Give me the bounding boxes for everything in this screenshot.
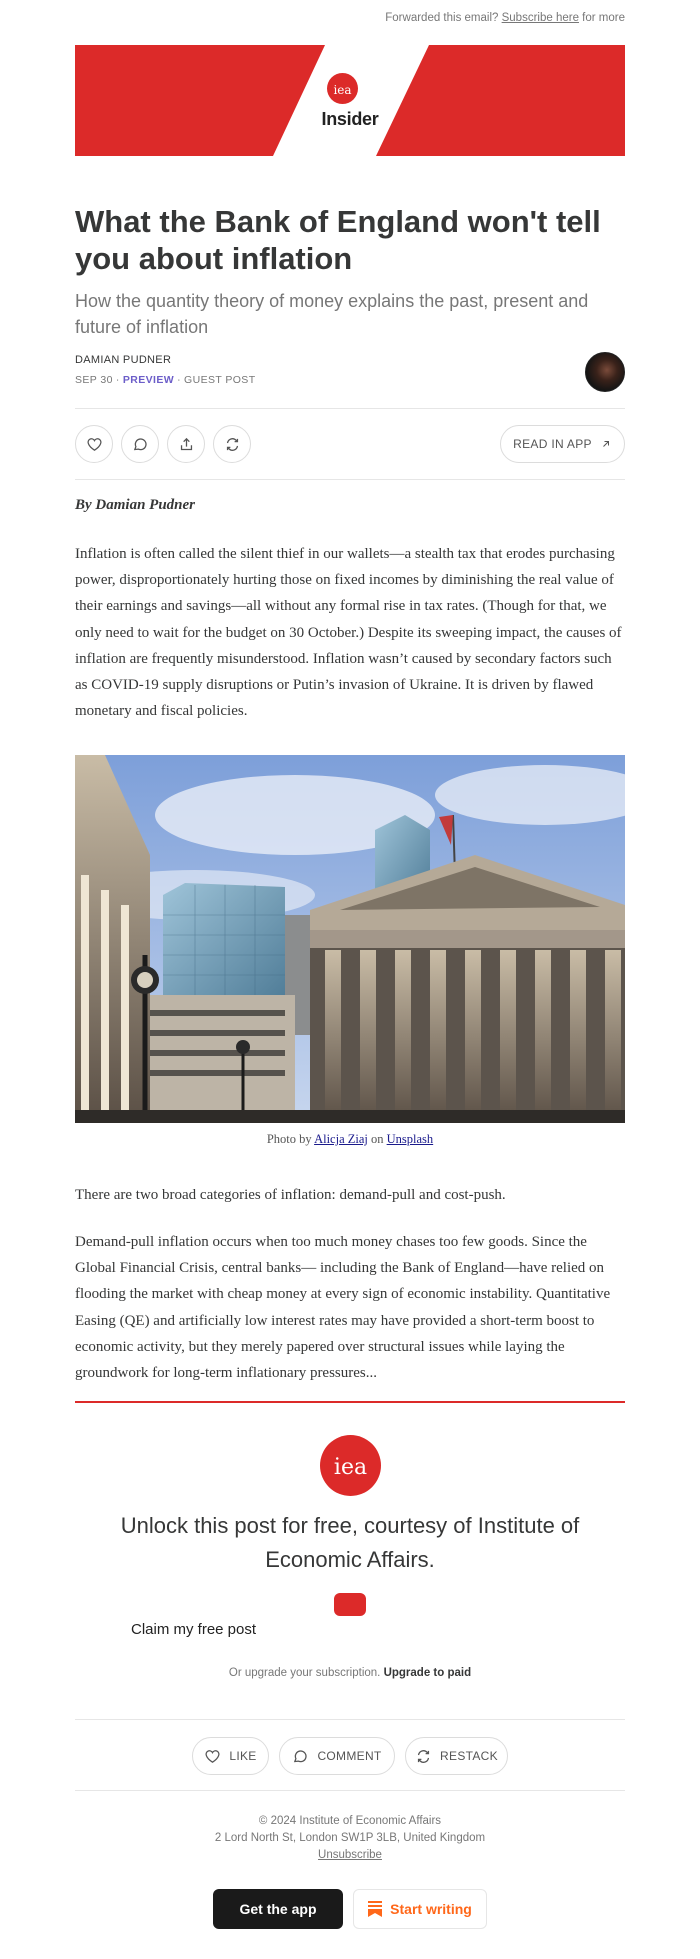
- upgrade-notice: [0, 1667, 700, 1679]
- copyright: © 2024 Institute of Economic Affairs: [258, 1815, 442, 1827]
- like-pill-button[interactable]: [192, 1737, 269, 1775]
- get-the-app-label: Get the app: [239, 1901, 317, 1917]
- substack-icon: [368, 1901, 382, 1917]
- publication-name: Insider: [321, 109, 379, 129]
- comment-icon: [292, 1748, 309, 1765]
- restack-icon: [224, 436, 241, 453]
- royal-exchange-image: [75, 755, 625, 1123]
- share-button[interactable]: [167, 425, 205, 463]
- read-in-app-button[interactable]: [500, 425, 625, 463]
- photographer-link[interactable]: Alicja Ziaj: [314, 1132, 368, 1146]
- comment-button[interactable]: [121, 425, 159, 463]
- divider: [75, 479, 625, 480]
- caption-prefix: Photo by: [266, 1132, 312, 1146]
- heart-icon: [86, 436, 103, 453]
- get-the-app-button[interactable]: [213, 1889, 343, 1929]
- read-in-app-label: READ IN APP: [513, 437, 592, 451]
- unsubscribe-link[interactable]: [0, 1849, 700, 1861]
- article-photo[interactable]: [75, 755, 625, 1123]
- byline: By Damian Pudner: [75, 497, 196, 513]
- divider: [75, 408, 625, 409]
- restack-icon: [415, 1748, 432, 1765]
- post-date: SEP 30: [75, 374, 113, 386]
- publication-banner[interactable]: [75, 45, 625, 156]
- like-label: LIKE: [229, 1749, 257, 1763]
- upgrade-to-paid-link[interactable]: Upgrade to paid: [383, 1667, 472, 1679]
- preview-label: PREVIEW: [122, 374, 175, 386]
- comment-pill-button[interactable]: [279, 1737, 395, 1775]
- divider: [75, 1719, 625, 1720]
- unsubscribe-label[interactable]: Unsubscribe: [318, 1849, 382, 1861]
- paragraph-1: Inflation is often called the silent thief in our wallets—a stealth tax that erodes purchasing power, disproportionately hurting those on fixed incomes by diminishing the real value of their earnings and savings—all without any formal rise in tax rates. (Though for that, we only need to wait for the budget on 30 October.) Despite its sweeping impact, the causes of inflation are frequently misunderstood. Inflation wasn’t caused by secondary factors such as COVID-19 supply disruptions or Putin’s invasion of Ukraine. It is driven by flawed monetary and fiscal policies.: [75, 546, 622, 720]
- comment-label: COMMENT: [317, 1749, 382, 1763]
- heart-icon: [204, 1748, 221, 1765]
- author-name[interactable]: DAMIAN PUDNER: [75, 354, 172, 366]
- start-writing-label: Start writing: [390, 1901, 472, 1917]
- paragraph-2: There are two broad categories of inflation: demand-pull and cost-push.: [75, 1187, 506, 1203]
- divider: [75, 1790, 625, 1791]
- restack-button[interactable]: [213, 425, 251, 463]
- iea-logo: iea: [320, 1435, 381, 1496]
- comment-icon: [132, 436, 149, 453]
- address: 2 Lord North St, London SW1P 3LB, United Kingdom: [214, 1832, 486, 1844]
- meta-separator: ∙: [116, 374, 120, 386]
- claim-free-post-button[interactable]: [334, 1593, 366, 1616]
- restack-label: RESTACK: [440, 1749, 498, 1763]
- caption-on: on: [371, 1132, 384, 1146]
- arrow-up-right-icon: [600, 438, 612, 450]
- share-icon: [178, 436, 195, 453]
- post-title[interactable]: What the Bank of England won't tell you about inflation: [75, 204, 601, 276]
- paragraph-3: Demand-pull inflation occurs when too much money chases too few goods. Since the Global Financial Crisis, central banks— including the Bank of England—have relied on flooding the market with cheap money at every sign of economic instability. Quantitative Easing (QE) and artificially low interest rates may have provided a short-term boost to economic activity, but they merely papered over structural issues while laying the groundwork for long-term inflationary pressures...: [75, 1234, 611, 1382]
- claim-free-post-label[interactable]: Claim my free post: [131, 1621, 257, 1638]
- iea-logo: iea: [327, 73, 358, 104]
- restack-pill-button[interactable]: [405, 1737, 508, 1775]
- forwarded-suffix: for more: [582, 12, 625, 24]
- post-type: GUEST POST: [184, 374, 256, 386]
- photo-caption: [0, 1132, 700, 1147]
- upgrade-prefix: Or upgrade your subscription.: [228, 1667, 381, 1679]
- unlock-headline: Unlock this post for free, courtesy of Institute of Economic Affairs.: [120, 1513, 580, 1572]
- forwarded-notice: [385, 12, 625, 24]
- unsplash-link[interactable]: Unsplash: [386, 1132, 434, 1146]
- start-writing-button[interactable]: [353, 1889, 487, 1929]
- post-meta: [75, 374, 256, 386]
- forwarded-prefix: Forwarded this email?: [385, 12, 499, 24]
- subscribe-link[interactable]: Subscribe here: [501, 12, 579, 24]
- like-button[interactable]: [75, 425, 113, 463]
- author-avatar[interactable]: [585, 352, 625, 392]
- paywall-divider: [75, 1401, 625, 1403]
- meta-separator: ∙: [177, 374, 181, 386]
- post-subtitle: How the quantity theory of money explains the past, present and future of inflation: [75, 291, 589, 337]
